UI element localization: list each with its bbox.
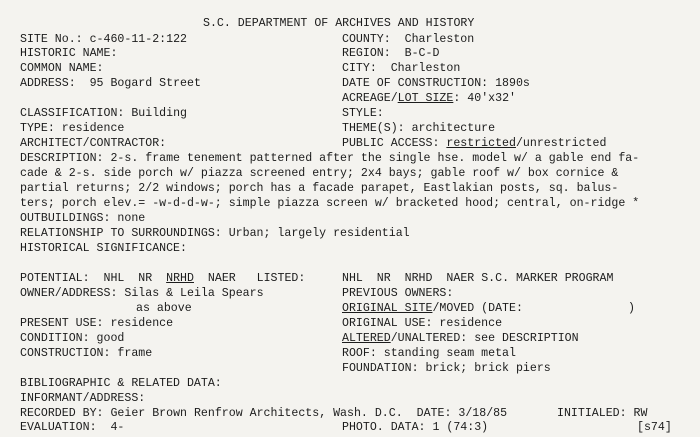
evaluation-label: EVALUATION: [20,421,97,434]
date-row [342,77,530,90]
listed-row [342,272,613,285]
page-title: S.C. DEPARTMENT OF ARCHIVES AND HISTORY [203,17,475,30]
initialed-label: INITIALED: [557,407,627,420]
county-value: Charleston [404,33,475,46]
classification-row [20,107,187,120]
site-no-row [20,33,187,46]
altered-label: ALTERED [342,332,391,345]
potential-naer: NAER [207,272,236,285]
public-access-label: PUBLIC ACCESS: [342,137,440,150]
description-line-4: ters; porch elev.= -w-d-d-w-; simple piazza screen w/ bracketed hood; central, on-ridge * [20,197,640,210]
foundation-row [342,362,551,375]
construction-value: frame [117,347,153,360]
condition-label: CONDITION: [20,332,90,345]
listed-nhl: NHL [342,272,363,285]
original-site-label: ORIGINAL SITE [342,302,433,315]
common-name-label: COMMON NAME: [20,62,104,75]
city-label: CITY: [342,62,377,75]
county-row [342,33,474,46]
previous-owners: PREVIOUS OWNERS: [342,287,454,300]
type-value: residence [61,122,125,135]
potential-label: POTENTIAL: [20,272,90,285]
city-value: Charleston [390,62,461,75]
construction-row [20,347,152,360]
address-value: 95 Bogard Street [89,77,201,90]
address-row [20,77,201,90]
condition-value: good [96,332,125,345]
listed-marker: S.C. MARKER PROGRAM [481,272,614,285]
roof-row [342,347,516,360]
architect-label: ARCHITECT/CONTRACTOR: [20,137,167,150]
historic-name-label: HISTORIC NAME: [20,47,118,60]
photo-data-row [342,421,488,434]
roof-value: standing seam metal [383,347,516,360]
original-use-value: residence [439,317,503,330]
potential-row [20,272,305,285]
initialed-row [557,407,647,420]
evaluation-value: 4- [110,421,125,434]
potential-nrhd: NRHD [166,272,194,285]
original-use-label: ORIGINAL USE: [342,317,433,330]
city-row [342,62,460,75]
style-label: STYLE: [342,107,384,120]
altered-value: see DESCRIPTION [474,332,579,345]
recorded-by-label: RECORDED BY: [20,407,104,420]
altered-row [342,332,579,345]
public-access-rest: /unrestricted [515,137,607,150]
present-use-value: residence [110,317,174,330]
moved-date-label: /MOVED (DATE: [432,302,523,315]
site-no-value: c-460-11-2:122 [89,33,187,46]
original-site-row [342,302,523,315]
recorded-date-value: 3/18/85 [458,407,508,420]
type-row [20,122,124,135]
recorded-by-value: Geier Brown Renfrow Architects, Wash. D.C. [110,407,403,420]
original-use-row [342,317,502,330]
present-use-label: PRESENT USE: [20,317,104,330]
classification-value: Building [131,107,188,120]
record-code: [s74] [637,421,672,434]
region-row [342,47,439,60]
owner-label: OWNER/ADDRESS: [20,287,118,300]
photo-data-value: 1 (74:3) [432,421,489,434]
region-label: REGION: [342,47,391,60]
outbuildings: OUTBUILDINGS: none [20,212,146,225]
acreage-row [342,92,516,105]
relationship: RELATIONSHIP TO SURROUNDINGS: Urban; largely residential [20,227,410,240]
acreage-label-a: ACREAGE/ [342,92,398,105]
construction-label: CONSTRUCTION: [20,347,111,360]
condition-row [20,332,124,345]
address-label: ADDRESS: [20,77,76,90]
acreage-label-c: : [453,92,461,105]
site-no-label: SITE No.: [20,33,83,46]
unaltered-label: /UNALTERED: [390,332,468,345]
historical-significance: HISTORICAL SIGNIFICANCE: [20,242,187,255]
owner-address: as above [136,302,192,315]
classification-label: CLASSIFICATION: [20,107,125,120]
themes-row [342,122,495,135]
moved-date-close: ) [628,302,635,315]
lot-size-label: LOT SIZE [397,92,454,105]
photo-data-label: PHOTO. DATA: [342,421,426,434]
public-access-row [342,137,606,150]
foundation-label: FOUNDATION: [342,362,419,375]
listed-nr: NR [376,272,391,285]
present-use-row [20,317,173,330]
potential-nr: NR [138,272,153,285]
themes-label: THEME(S): [342,122,405,135]
recorded-by-row [20,407,507,420]
date-label: DATE OF CONSTRUCTION: [342,77,489,90]
listed-label: LISTED: [256,272,306,285]
evaluation-row [20,421,124,434]
foundation-value: brick; brick piers [425,362,551,375]
roof-label: ROOF: [342,347,377,360]
potential-nhl: NHL [103,272,125,285]
listed-nrhd: NRHD [404,272,433,285]
initialed-value: RW [633,407,648,420]
description-line-1: DESCRIPTION: 2-s. frame tenement patterned after the single hse. model w/ a gable end fa- [20,152,640,165]
type-label: TYPE: [20,122,55,135]
county-label: COUNTY: [342,33,391,46]
date-value: 1890s [495,77,530,90]
description-line-3: partial returns; 2/2 windows; porch has a facade parapet, Eastlakian posts, sq. balus- [20,182,619,195]
bibliographic-label: BIBLIOGRAPHIC & RELATED DATA: [20,377,222,390]
themes-value: architecture [411,122,496,135]
acreage-value: 40'x32' [467,92,516,105]
recorded-date-label: DATE: [416,407,452,420]
public-access-restricted: restricted [446,137,516,150]
owner-name: Silas & Leila Spears [124,287,264,300]
region-value: B-C-D [404,47,440,60]
informant-label: INFORMANT/ADDRESS: [20,392,146,405]
listed-naer: NAER [446,272,475,285]
owner-row [20,287,264,300]
description-line-2: cade & 2-s. side porch w/ piazza screened entry; 2x4 bays; gable roof w/ box cornice & [20,167,619,180]
